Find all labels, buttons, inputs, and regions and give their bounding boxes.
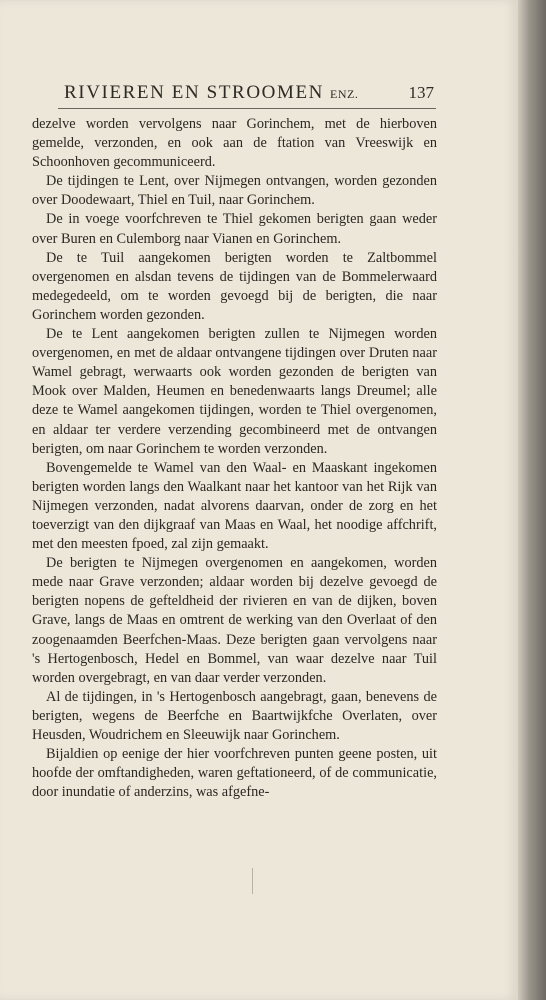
paragraph: De te Lent aangekomen berigten zullen te Nijmegen worden overgenomen, en met de aldaar ontvangene tijdingen over Druten naar Wamel gebragt, werwaarts ook worden gezonden de berigten van Mook over Malden, Heumen en benedenwaarts langs Dreumel; alle deze te Wamel aangekomen tijdingen, worden te Thiel overgenomen, en aldaar ter verdere verzending gecombineerd met de ontvangen berigten, om naar Gorinchem te worden verzonden. — [32, 326, 437, 457]
paragraph: dezelve worden vervolgens naar Gorinchem, met de hierboven gemelde, verzonden, en ook aan de ftation van Vreeswijk en Schoonhoven gecommuniceerd. — [32, 116, 437, 171]
header-rule — [58, 108, 436, 109]
running-head-title: RIVIEREN EN STROOMEN — [64, 82, 324, 103]
paragraph: Bijaldien op eenige der hier voorfchreven punten geene posten, uit hoofde der omftandigheden, waren geftationeerd, of de communicatie, door inundatie of anderzins, was afgefne- — [32, 746, 437, 801]
paragraph: De in voege voorfchreven te Thiel gekomen berigten gaan weder over Buren en Culemborg naar Vianen en Gorinchem. — [32, 211, 437, 247]
page-number: 137 — [408, 83, 434, 102]
running-head-left — [64, 82, 358, 104]
paragraph: Al de tijdingen, in 's Hertogenbosch aangebragt, gaan, benevens de berigten, wegens de Beerfche en Baartwijkfche Overlaten, over Heusden, Woudrichem en Sleeuwijk naar Gorinchem. — [32, 688, 437, 743]
paragraph: De te Tuil aangekomen berigten worden te Zaltbommel overgenomen en alsdan tevens de tijdingen van de Bommelerwaard medegedeeld, om te worden gevoegd bij de berigten, die naar Gorinchem worden gezonden. — [32, 249, 437, 323]
running-head-suffix: ENZ. — [330, 87, 359, 101]
running-head — [64, 82, 434, 104]
page-edge — [518, 0, 546, 1000]
paragraph: Bovengemelde te Wamel van den Waal- en Maaskant ingekomen berigten worden langs den Waalkant naar het kantoor van het Rijk van Nijmegen verzonden, nadat alvorens daarvan, onder de zorg en het toeverzigt van den dijkgraaf van Maas en Waal, het noodige affchrift, met den meesten fpoed, zal zijn gemaakt. — [32, 459, 437, 553]
paragraph: De berigten te Nijmegen overgenomen en aangekomen, worden mede naar Grave verzonden; aldaar worden bij dezelve gevoegd de berigten nopens de gefteldheid der rivieren en van de dijken, boven Grave, langs de Maas en omtrent de werking van den Overlaat of den zoogenaamden Beerfchen-Maas. Deze berigten gaan vervolgens naar 's Hertogenbosch, Hedel en Bommel, van waar dezelve naar Tuil worden overgebragt, en van daar verder verzonden. — [32, 555, 437, 686]
body-text — [32, 115, 437, 802]
paragraph: De tijdingen te Lent, over Nijmegen ontvangen, worden gezonden over Doodewaart, Thiel en Tuil, naar Gorinchem. — [32, 173, 437, 209]
paper-mark — [252, 868, 253, 894]
